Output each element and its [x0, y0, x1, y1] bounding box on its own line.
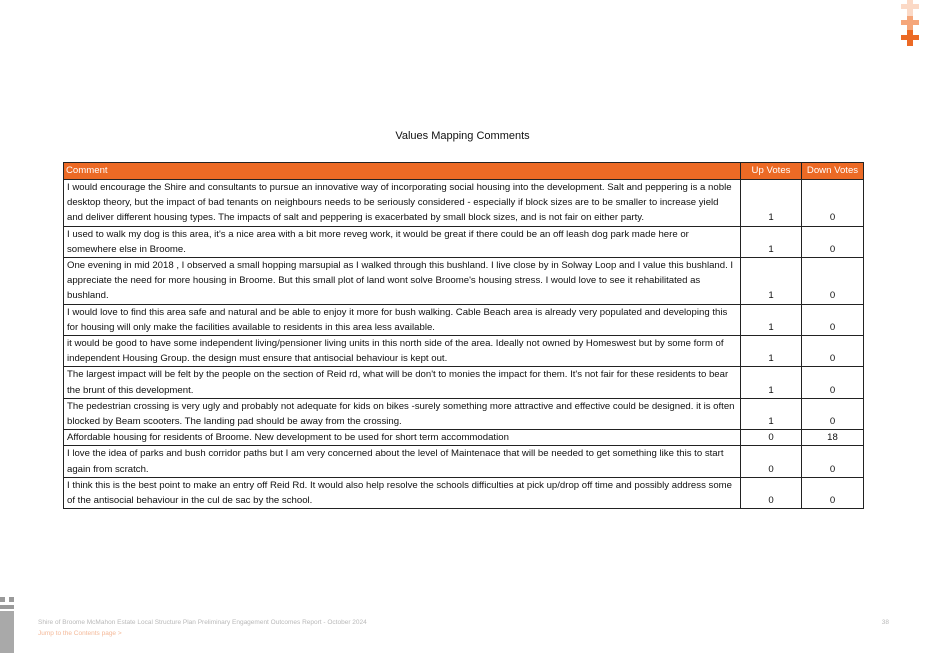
down-votes-cell: 18 [802, 430, 864, 446]
up-votes-cell: 1 [741, 304, 802, 335]
comment-cell: it would be good to have some independent living/pensioner living units in this north side of the area. Ideally not owned by Homeswest but by some form of independent Housing Group. the design must ensure that antisocial behaviour is kept out. [64, 336, 741, 367]
column-header-up-votes: Up Votes [741, 163, 802, 180]
table-row [64, 430, 864, 446]
table-row [64, 226, 864, 257]
down-votes-cell: 0 [802, 398, 864, 429]
down-votes-cell: 0 [802, 226, 864, 257]
comment-cell: The largest impact will be felt by the people on the section of Reid rd, what will be don't to monies the impact for them. It's not fair for these residents to bear the brunt of this development. [64, 367, 741, 398]
footer-report-title: Shire of Broome McMahon Estate Local Structure Plan Preliminary Engagement Outcomes Report - October 2024 [38, 619, 367, 626]
page-title: Values Mapping Comments [395, 130, 530, 142]
down-votes-cell: 0 [802, 336, 864, 367]
down-votes-cell: 0 [802, 304, 864, 335]
table-row [64, 304, 864, 335]
up-votes-cell: 0 [741, 477, 802, 508]
table-row [64, 258, 864, 305]
comment-cell: I think this is the best point to make an entry off Reid Rd. It would also help resolve the schools difficulties at pick up/drop off time and possibly address some of the antisocial behaviour in the cul de sac by the school. [64, 477, 741, 508]
down-votes-cell: 0 [802, 446, 864, 477]
table-row [64, 336, 864, 367]
comment-cell: I would love to find this area safe and natural and be able to enjoy it more for bush walking. Cable Beach area is already very populated and developing this for housing will only make the facilities available to residents in this area less available. [64, 304, 741, 335]
up-votes-cell: 1 [741, 258, 802, 305]
comment-cell: One evening in mid 2018 , I observed a small hopping marsupial as I walked through this bushland. I live close by in Solway Loop and I value this bushland. I appreciate the need for more housing in Broome. But this small plot of land wont solve Broome's housing stress. I would love to see it rehabilitated as bushland. [64, 258, 741, 305]
down-votes-cell: 0 [802, 180, 864, 227]
up-votes-cell: 1 [741, 336, 802, 367]
table-row [64, 446, 864, 477]
table-row [64, 477, 864, 508]
down-votes-cell: 0 [802, 367, 864, 398]
comment-cell: The pedestrian crossing is very ugly and probably not adequate for kids on bikes -surely something more attractive and effective could be designed. it is often blocked by Beam scooters. The landing pad should be away from the crossing. [64, 398, 741, 429]
column-header-down-votes: Down Votes [802, 163, 864, 180]
comments-table [63, 162, 864, 509]
building-blocks-icon [0, 597, 16, 653]
down-votes-cell: 0 [802, 477, 864, 508]
page-number: 38 [881, 619, 889, 626]
up-votes-cell: 0 [741, 430, 802, 446]
up-votes-cell: 1 [741, 226, 802, 257]
up-votes-cell: 1 [741, 398, 802, 429]
stacked-cross-logo-icon [901, 0, 919, 48]
table-row [64, 367, 864, 398]
contents-page-link[interactable]: Jump to the Contents page > [38, 630, 122, 637]
comment-cell: I used to walk my dog is this area, it's a nice area with a bit more reveg work, it would be great if there could be an off leash dog park made here or somewhere else in Broome. [64, 226, 741, 257]
comment-cell: I love the idea of parks and bush corridor paths but I am very concerned about the level of Maintenace that will be needed to get something like this to start again from scratch. [64, 446, 741, 477]
up-votes-cell: 1 [741, 180, 802, 227]
column-header-comment: Comment [64, 163, 741, 180]
up-votes-cell: 1 [741, 367, 802, 398]
table-row [64, 180, 864, 227]
table-row [64, 398, 864, 429]
table-header-row [64, 163, 864, 180]
up-votes-cell: 0 [741, 446, 802, 477]
down-votes-cell: 0 [802, 258, 864, 305]
comment-cell: Affordable housing for residents of Broome. New development to be used for short term accommodation [64, 430, 741, 446]
comment-cell: I would encourage the Shire and consultants to pursue an innovative way of incorporating social housing into the development. Salt and peppering is a noble desktop theory, but the impact of bad tenants on neighbours needs to be seriously considered - especially if block sizes are to be smaller to increase yield and deliver different housing types. The impacts of salt and peppering is exacerbated by small block sizes, and is not fair on either party. [64, 180, 741, 227]
